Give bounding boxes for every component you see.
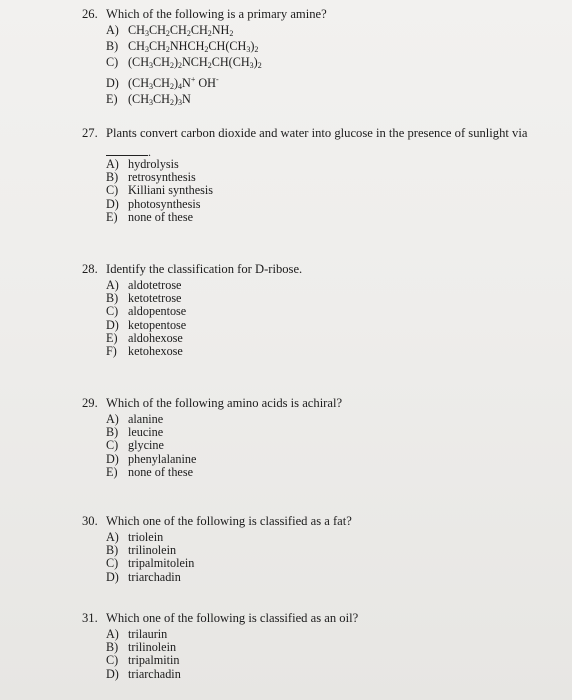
question-text: Identify the classification for D-ribose. [106, 262, 303, 276]
question-text: Which of the following is a primary amine? [106, 7, 327, 21]
choice-text: ketopentose [128, 317, 187, 332]
choice-text: aldotetrose [128, 278, 182, 292]
answer-choices [106, 531, 572, 584]
choice-letter: A) [106, 627, 119, 641]
choice-text: aldohexose [128, 330, 183, 345]
choice-letter: A) [106, 23, 119, 37]
choice-text: photosynthesis [128, 196, 201, 211]
choice-letter: E) [106, 464, 118, 479]
question-stem [82, 126, 572, 141]
choice-text: trilinolein [128, 640, 177, 655]
choice-letter: B) [106, 543, 119, 558]
question-stem [82, 7, 572, 22]
question-text: Which one of the following is classified as a fat? [106, 514, 352, 528]
choice-text: phenylalanine [128, 451, 197, 466]
choice-text: retrosynthesis [128, 170, 196, 185]
choice-letter: A) [106, 157, 119, 171]
blank-period: . [148, 145, 151, 159]
answer-choices [106, 158, 572, 224]
choice-letter: B) [106, 291, 119, 306]
choice-letter: E) [106, 209, 118, 224]
choice-text: tripalmitin [128, 653, 180, 668]
answer-choices [106, 413, 572, 479]
choice-letter: A) [106, 412, 119, 426]
choice-letter: C) [106, 653, 119, 668]
choice-e[interactable] [106, 93, 572, 109]
choice-text: $(CH_3CH_2)_2NCH_2CH(CH_3)_2$ [128, 55, 262, 71]
answer-blank [106, 143, 151, 159]
choice-letter: D) [106, 569, 119, 584]
choice-letter: B) [106, 170, 119, 185]
question-text: Plants convert carbon dioxide and water into glucose in the presence of sunlight via [106, 126, 528, 140]
choice-text: hydrolysis [128, 157, 179, 171]
choice-letter: D) [106, 75, 119, 90]
question-stem [82, 514, 572, 529]
question-number: 28. [82, 262, 98, 276]
choice-letter: B) [106, 640, 119, 655]
choice-c[interactable] [106, 56, 572, 72]
question-stem [82, 262, 572, 277]
question-30 [0, 514, 572, 584]
question-26 [0, 7, 572, 109]
choice-a[interactable] [106, 413, 572, 426]
question-28 [0, 262, 572, 358]
choice-d[interactable] [106, 668, 572, 681]
choice-a[interactable] [106, 24, 572, 40]
choice-letter: D) [106, 196, 119, 211]
question-number: 27. [82, 126, 98, 140]
choice-f[interactable] [106, 345, 572, 358]
choice-letter: F) [106, 344, 117, 359]
choice-letter: C) [106, 55, 119, 70]
question-text: Which one of the following is classified as an oil? [106, 611, 359, 625]
answer-choices [106, 24, 572, 109]
question-number: 30. [82, 514, 98, 528]
choice-letter: C) [106, 304, 119, 319]
choice-text: triarchadin [128, 569, 181, 584]
choice-d[interactable] [106, 571, 572, 584]
choice-text: glycine [128, 438, 164, 453]
choice-text: Killiani synthesis [128, 183, 213, 198]
question-31 [0, 611, 572, 681]
choice-letter: D) [106, 451, 119, 466]
question-text: Which of the following amino acids is achiral? [106, 396, 343, 410]
choice-text: $CH_3CH_2NHCH_2CH(CH_3)_2$ [128, 39, 259, 55]
choice-letter: D) [106, 666, 119, 681]
choice-b[interactable] [106, 426, 572, 439]
choice-e[interactable] [106, 211, 572, 224]
choice-text: trilinolein [128, 543, 177, 558]
choice-text: tripalmitolein [128, 556, 195, 571]
choice-e[interactable] [106, 466, 572, 479]
answer-choices [106, 279, 572, 358]
choice-text: alanine [128, 412, 164, 426]
choice-text: trilaurin [128, 627, 168, 641]
question-stem [82, 396, 572, 411]
choice-text: ketohexose [128, 344, 183, 359]
question-29 [0, 396, 572, 479]
choice-letter: C) [106, 438, 119, 453]
question-stem [82, 611, 572, 626]
choice-letter: C) [106, 556, 119, 571]
choice-text: $CH_3CH_2CH_2CH_2NH_2$ [128, 23, 234, 38]
choice-letter: A) [106, 278, 119, 292]
choice-text: $(CH_3CH_2)_3N$ [128, 91, 191, 107]
choice-letter: C) [106, 183, 119, 198]
choice-letter: A) [106, 530, 119, 544]
question-number: 29. [82, 396, 98, 410]
choice-b[interactable] [106, 40, 572, 56]
answer-choices [106, 628, 572, 681]
choice-text: $(CH_3CH_2)_4N^+$ OH- [128, 74, 219, 91]
choice-letter: D) [106, 317, 119, 332]
choice-letter: E) [106, 91, 118, 106]
choice-text: triarchadin [128, 666, 181, 681]
choice-text: triolein [128, 530, 164, 544]
choice-text: none of these [128, 464, 193, 479]
choice-d[interactable] [106, 73, 572, 93]
choice-letter: B) [106, 39, 119, 54]
question-number: 31. [82, 611, 98, 625]
choice-text: aldopentose [128, 304, 187, 319]
choice-text: ketotetrose [128, 291, 182, 306]
choice-letter: E) [106, 330, 118, 345]
choice-text: leucine [128, 425, 164, 440]
question-27 [0, 126, 572, 224]
choice-text: none of these [128, 209, 193, 224]
choice-letter: B) [106, 425, 119, 440]
question-number: 26. [82, 7, 98, 21]
